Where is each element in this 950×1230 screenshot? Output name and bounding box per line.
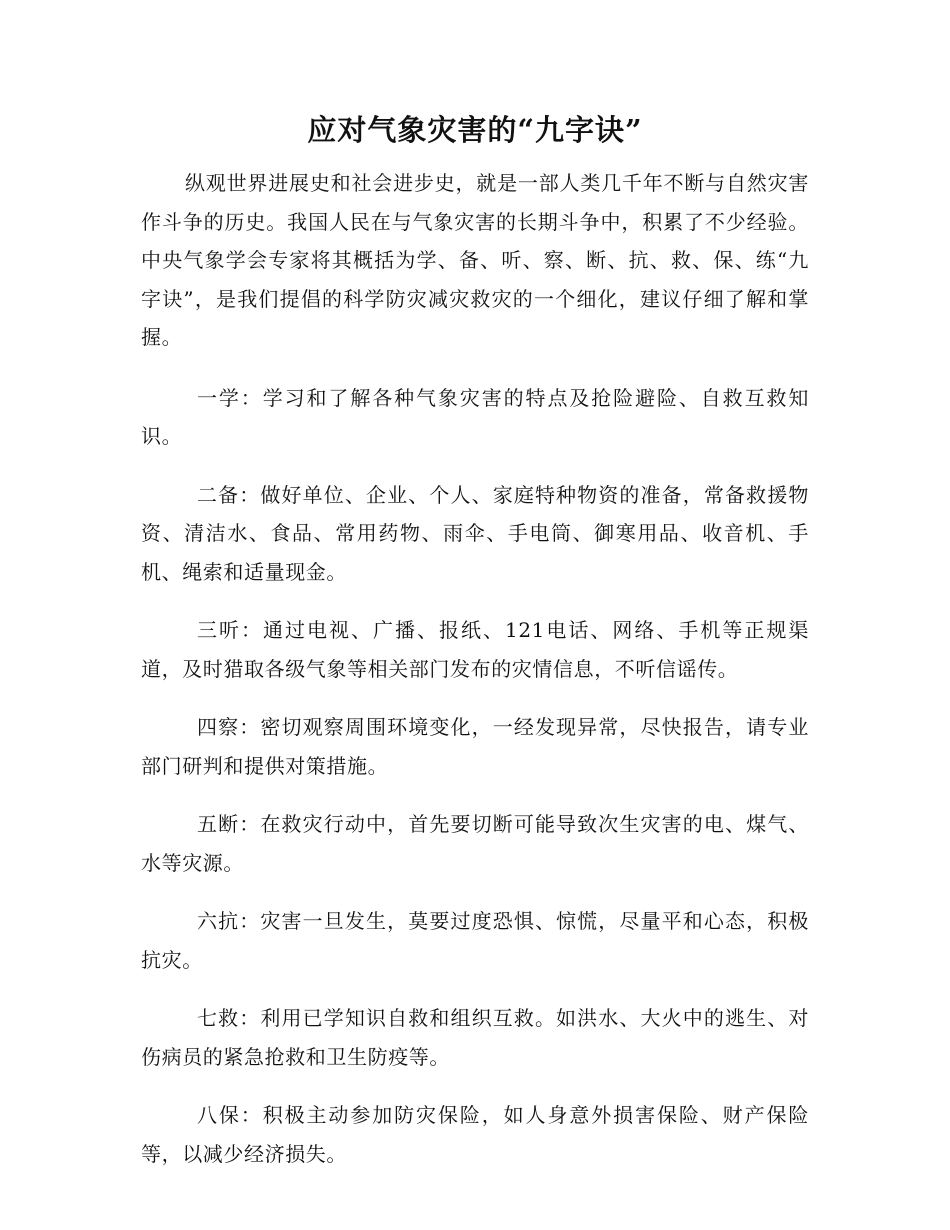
item-paragraph-resist: 六抗：灾害一旦发生，莫要过度恐惧、惊慌，尽量平和心态，积极抗灾。 [141,909,809,972]
document-body [141,164,809,1193]
item-paragraph-listen: 三听：通过电视、广播、报纸、121电话、网络、手机等正规渠道，及时猎取各级气象等相关部门发布的灾情信息，不听信谣传。 [141,618,809,681]
intro-paragraph: 纵观世界进展史和社会进步史，就是一部人类几千年不断与自然灾害作斗争的历史。我国人民在与气象灾害的长期斗争中，积累了不少经验。中央气象学会专家将其概括为学、备、听、察、断、抗、救、保、练“九字诀”，是我们提倡的科学防灾减灾救灾的一个细化，建议仔细了解和掌握。 [141,171,809,349]
item-paragraph-learn: 一学：学习和了解各种气象灾害的特点及抢险避险、自救互救知识。 [141,385,809,448]
item-paragraph-rescue: 七救：利用已学知识自救和组织互救。如洪水、大火中的逃生、对伤病员的紧急抢救和卫生防疫等。 [141,1006,809,1069]
item-paragraph-insure: 八保：积极主动参加防灾保险，如人身意外损害保险、财产保险等，以减少经济损失。 [141,1103,809,1166]
item-paragraph-prepare: 二备：做好单位、企业、个人、家庭特种物资的准备，常备救援物资、清洁水、食品、常用药物、雨伞、手电筒、御寒用品、收音机、手机、绳索和适量现金。 [141,482,809,584]
item-paragraph-cut-off: 五断：在救灾行动中，首先要切断可能导致次生灾害的电、煤气、水等灾源。 [141,812,809,875]
document-title: 应对气象灾害的“九字诀” [307,113,643,147]
item-paragraph-observe: 四察：密切观察周围环境变化，一经发现异常，尽快报告，请专业部门研判和提供对策措施。 [141,715,809,778]
